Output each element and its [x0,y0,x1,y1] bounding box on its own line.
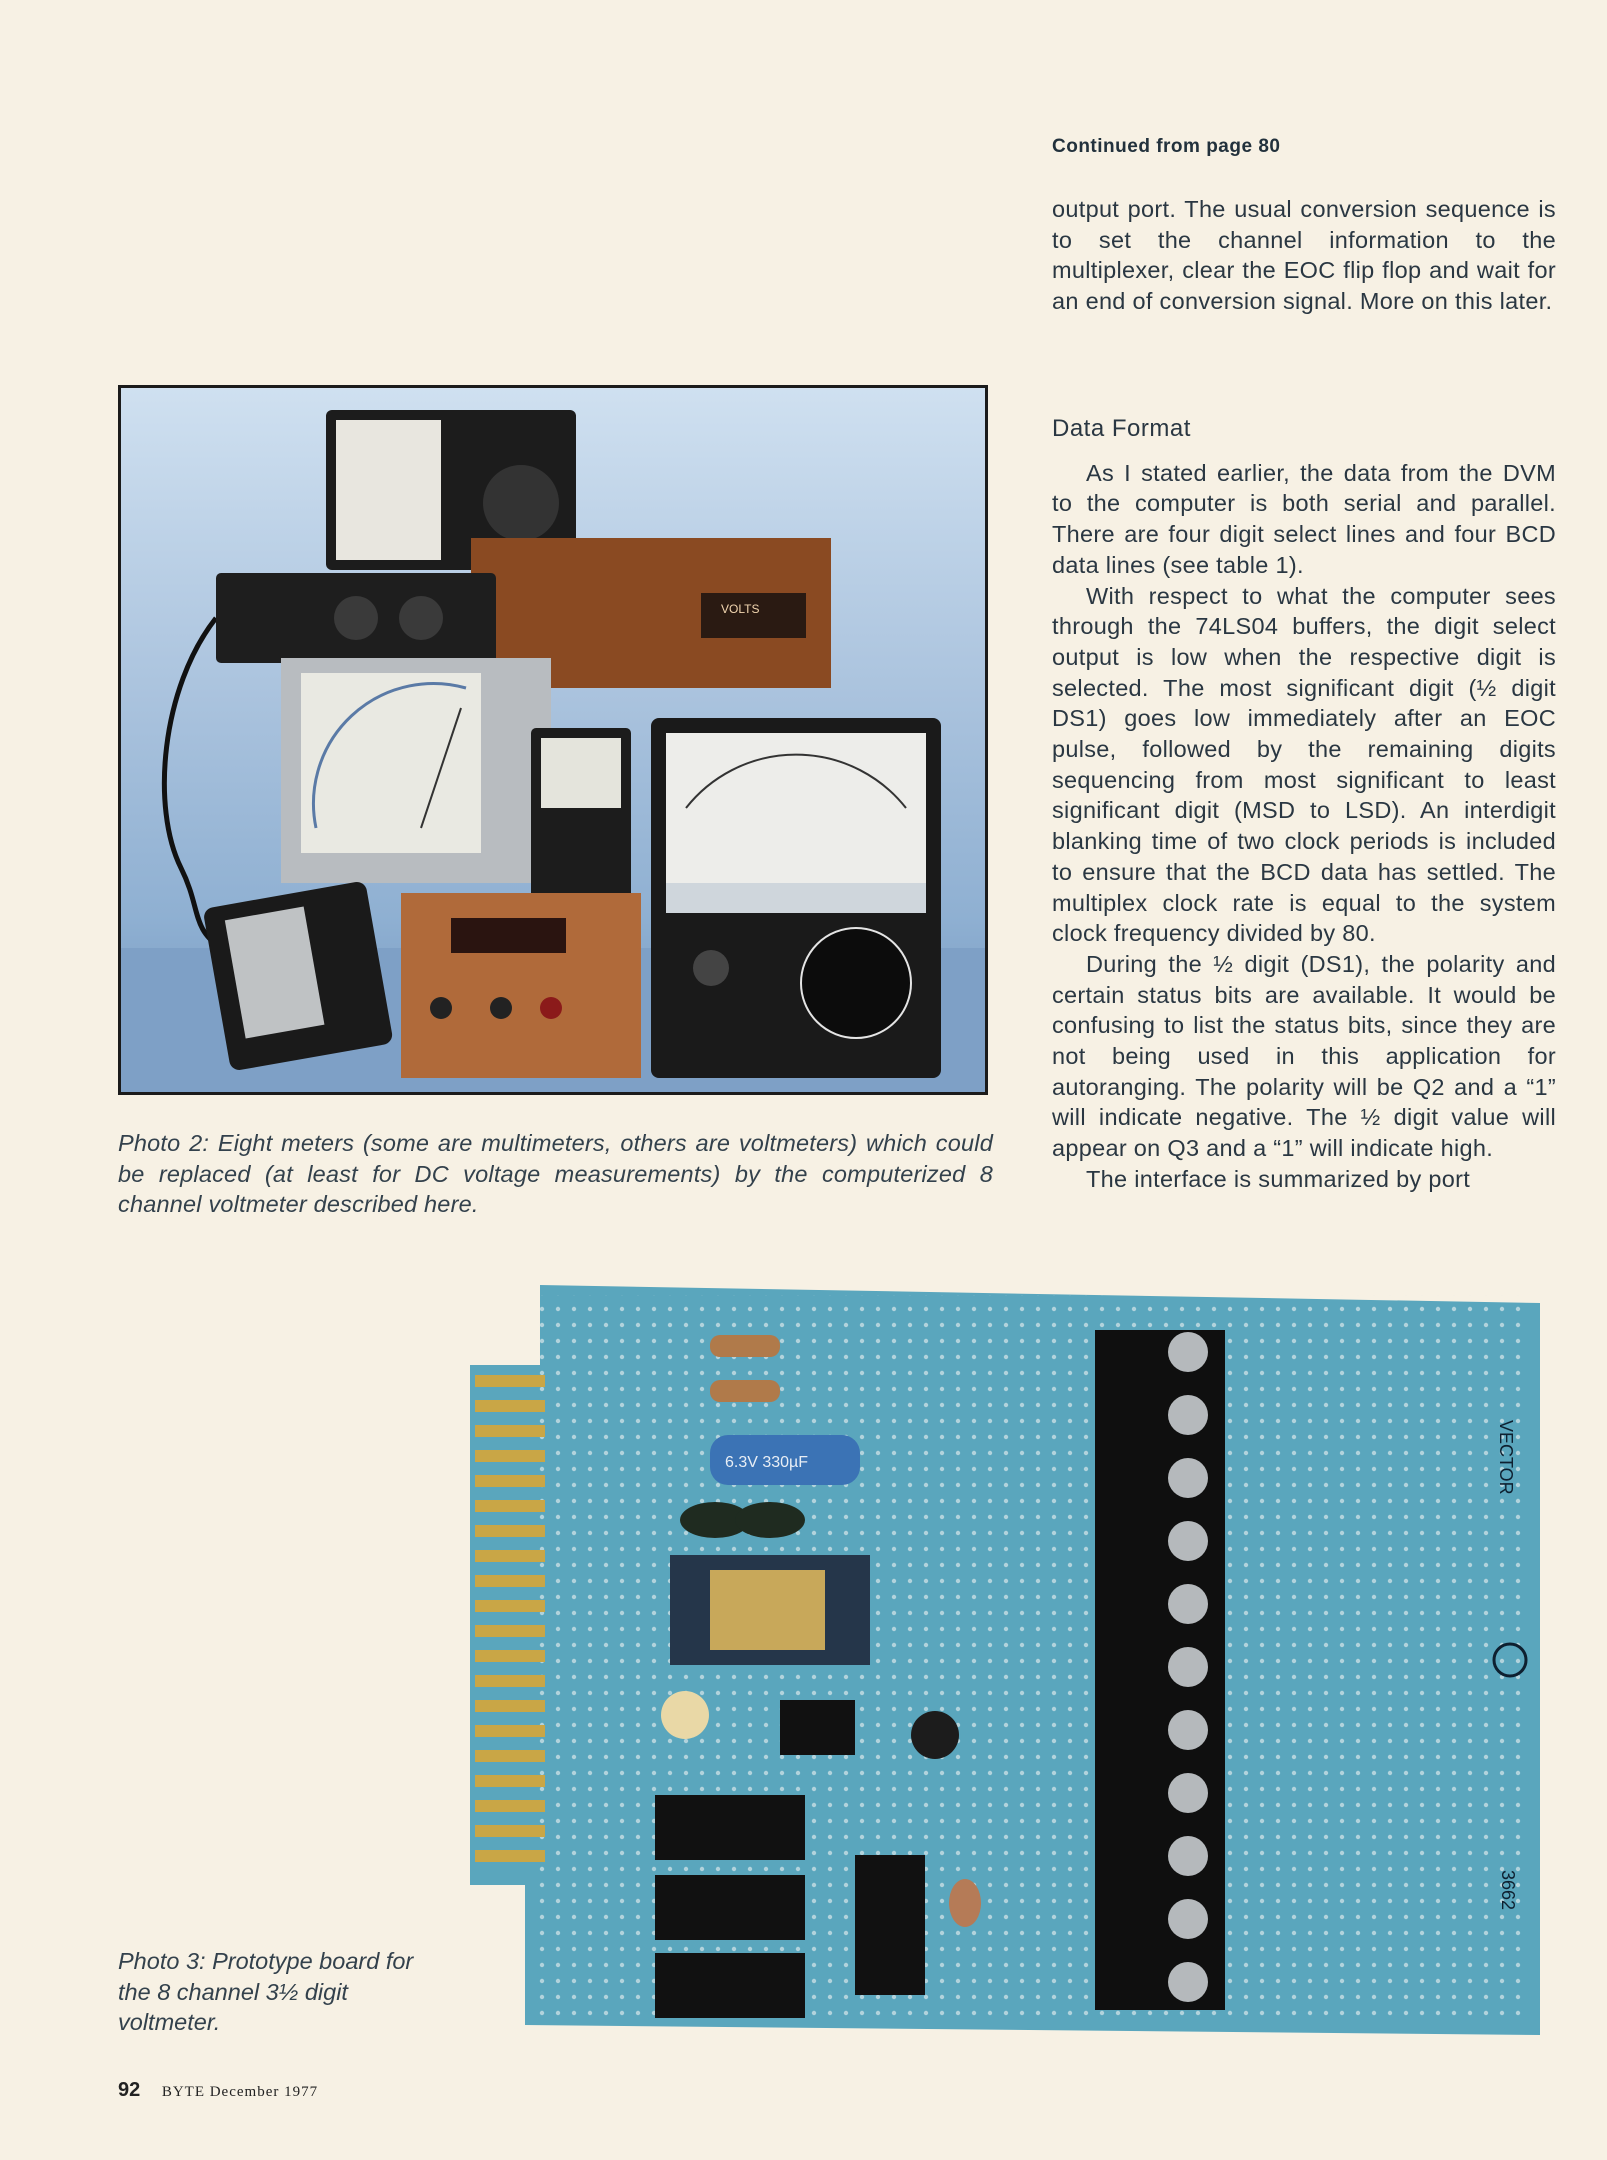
paragraph: output port. The usual conversion sequence is to set the channel information to the multiplexer, clear the EOC flip flop and wait for an end of conversion signal. More on this later. [1052,196,1556,315]
meter-volts-label: VOLTS [721,602,760,616]
paragraph: During the ½ digit (DS1), the polarity and certain status bits are available. It would be confusing to list the status bits, since they are not being used in this application for autoranging. The polarity will be Q2 and a “1” will indicate negative. The ½ digit value will appear on Q3 and a “1” will indicate high. [1052,950,1556,1162]
capacitor-label: 6.3V 330µF [725,1454,809,1471]
paragraph: With respect to what the computer sees through the 74LS04 buffers, the digit select output is low when the respective digit is selected. The most significant digit (½ digit DS1) goes low immediately after an EOC pulse, followed by the remaining digits sequencing from most significant to least significant digit (MSD to LSD). An interdigit blanking time of two clock periods is included to ensure that the BCD data has settled. The multiplex clock rate is equal to the system clock frequency divided by 80. [1052,582,1556,947]
publication-line: BYTE December 1977 [161,2084,319,2100]
data-format-section [1052,414,1556,1195]
board-brand-label: VECTOR [1496,1420,1516,1495]
page-footer [118,2079,318,2102]
photo-prototype-board [470,1285,1540,2035]
paragraph: The interface is summarized by port [1086,1165,1471,1192]
board-part-label: 3662 [1498,1870,1518,1911]
photo-meters [118,385,988,1095]
paragraph: As I stated earlier, the data from the DVM to the computer is both serial and parallel. There are four digit select lines and four BCD data lines (see table 1). [1052,459,1556,578]
top-paragraph [1052,194,1556,317]
page-number: 92 [118,2079,141,2101]
photo2-caption: Photo 2: Eight meters (some are multimeters, others are voltmeters) which could be replaced (at least for DC voltage measurements) by the computerized 8 channel voltmeter described here. [118,1130,993,1217]
continued-note: Continued from page 80 [1052,136,1281,157]
section-heading: Data Format [1052,415,1191,442]
photo3-caption: Photo 3: Prototype board for the 8 channel 3½ digit voltmeter. [118,1948,414,2035]
